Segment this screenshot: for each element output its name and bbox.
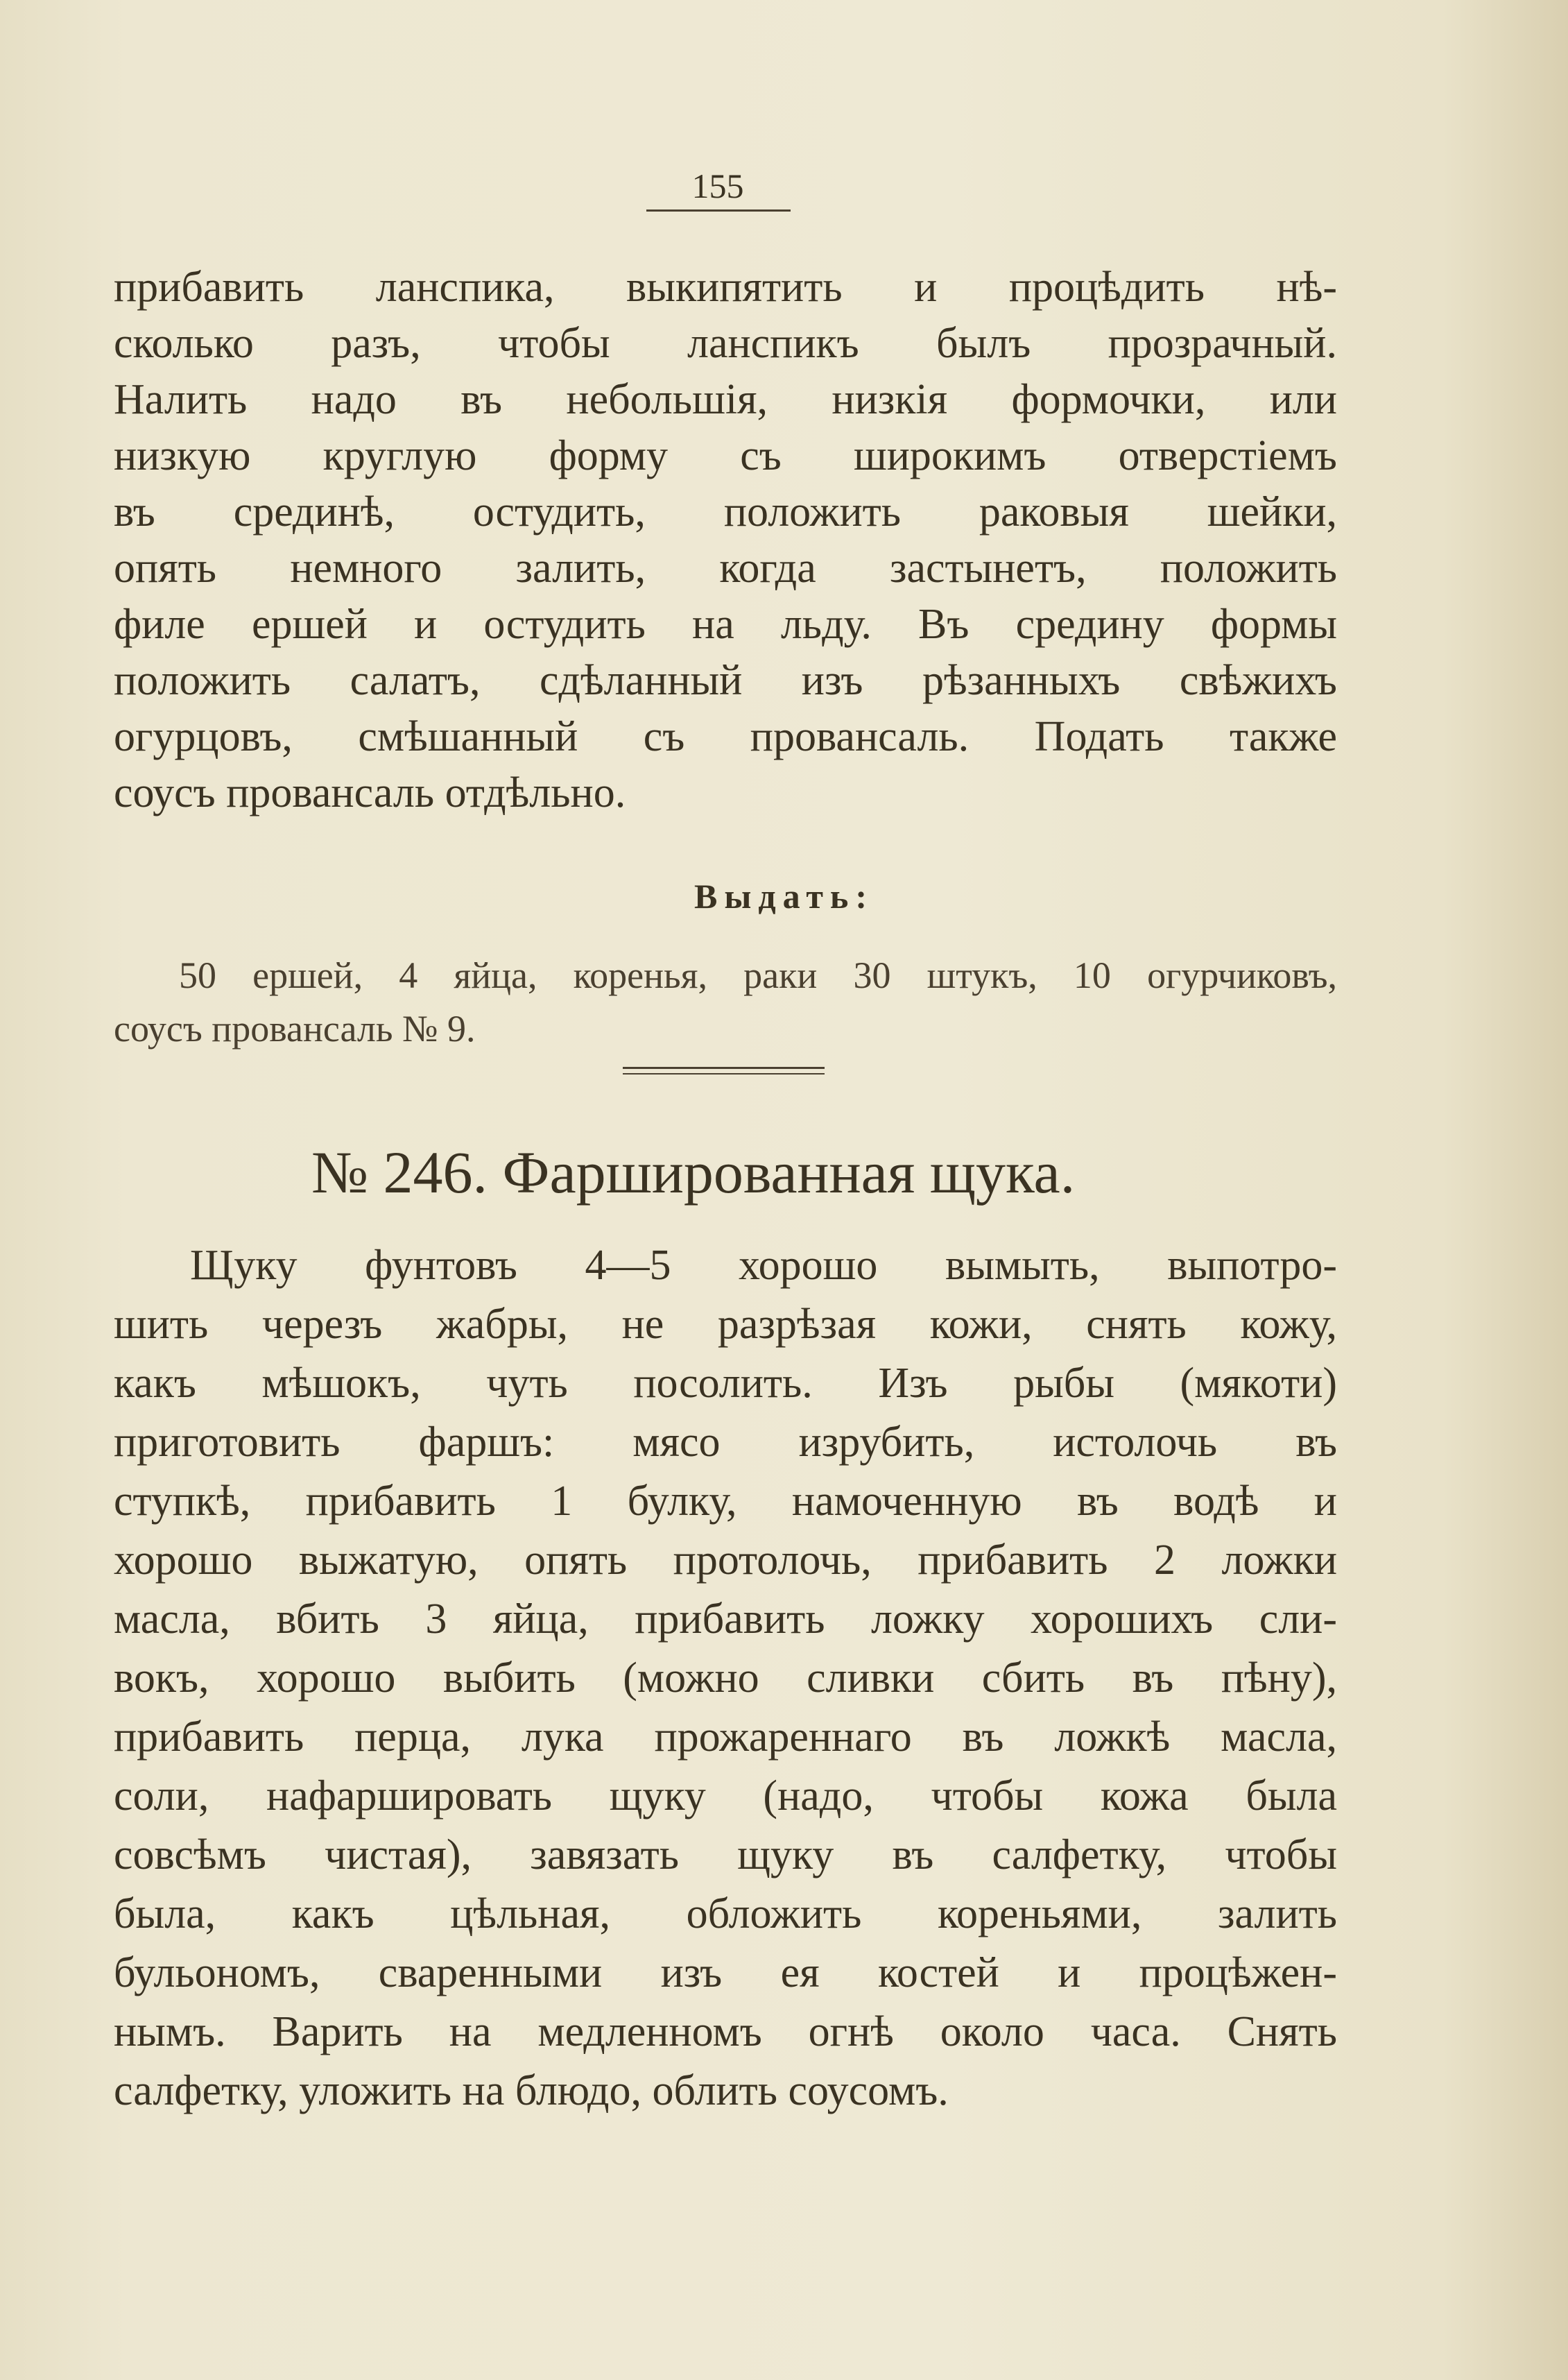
page-number-rule [646,209,791,212]
text-line: нымъ. Варить на медленномъ огнѣ около часа. Снять [114,2008,1337,2055]
text-line: сколько разъ, чтобы ланспикъ былъ прозрачный. [114,320,1337,367]
text-line: въ срединѣ, остудить, положить раковыя шейки, [114,488,1337,536]
text-line: низкую круглую форму съ широкимъ отверстіемъ [114,432,1337,479]
text-line: прибавить перца, лука прожареннаго въ ложкѣ масла, [114,1713,1337,1761]
text-line: ступкѣ, прибавить 1 булку, намоченную въ водѣ и [114,1478,1337,1525]
text-line: масла, вбить 3 яйца, прибавить ложку хорошихъ сли- [114,1595,1337,1643]
text-line: совсѣмъ чистая), завязать щуку въ салфетку, чтобы [114,1831,1337,1878]
text-line: Щуку фунтовъ 4—5 хорошо вымыть, выпотро- [190,1242,1337,1289]
text-line: бульономъ, сваренными изъ ея костей и процѣжен- [114,1949,1337,1996]
text-line: соусъ провансаль отдѣльно. [114,769,626,816]
text-line: огурцовъ, смѣшанный съ провансаль. Подать также [114,713,1337,760]
page-number: 155 [691,166,744,205]
text-line: прибавить ланспика, выкипятить и процѣдить нѣ- [114,264,1337,311]
ingredients-line: 50 ершей, 4 яйца, коренья, раки 30 штукъ, 10 огурчиковъ, [179,954,1337,996]
text-line: шить черезъ жабры, не разрѣзая кожи, снять кожу, [114,1301,1337,1348]
text-line: была, какъ цѣльная, обложить кореньями, залить [114,1890,1337,1937]
text-line: какъ мѣшокъ, чуть посолить. Изъ рыбы (мякоти) [114,1360,1337,1407]
recipe-title: № 246. Фаршированная щука. [311,1139,1076,1206]
text-line: салфетку, уложить на блюдо, облить соусомъ. [114,2067,949,2114]
text-line: Налить надо въ небольшія, низкія формочки, или [114,376,1337,423]
text-line: вокъ, хорошо выбить (можно сливки сбить въ пѣну), [114,1654,1337,1702]
text-line: приготовить фаршъ: мясо изрубить, истолочь въ [114,1419,1337,1466]
issue-heading: Выдать: [693,877,875,916]
ingredients-line: соусъ провансаль № 9. [114,1008,476,1050]
text-line: филе ершей и остудить на льду. Въ средину формы [114,601,1337,648]
text-line: хорошо выжатую, опять протолочь, прибавить 2 ложки [114,1536,1337,1584]
text-line: соли, нафаршировать щуку (надо, чтобы кожа была [114,1772,1337,1820]
text-line: положить салатъ, сдѣланный изъ рѣзанныхъ свѣжихъ [114,657,1337,704]
text-line: опять немного залить, когда застынетъ, положить [114,545,1337,592]
section-divider [623,1067,825,1075]
